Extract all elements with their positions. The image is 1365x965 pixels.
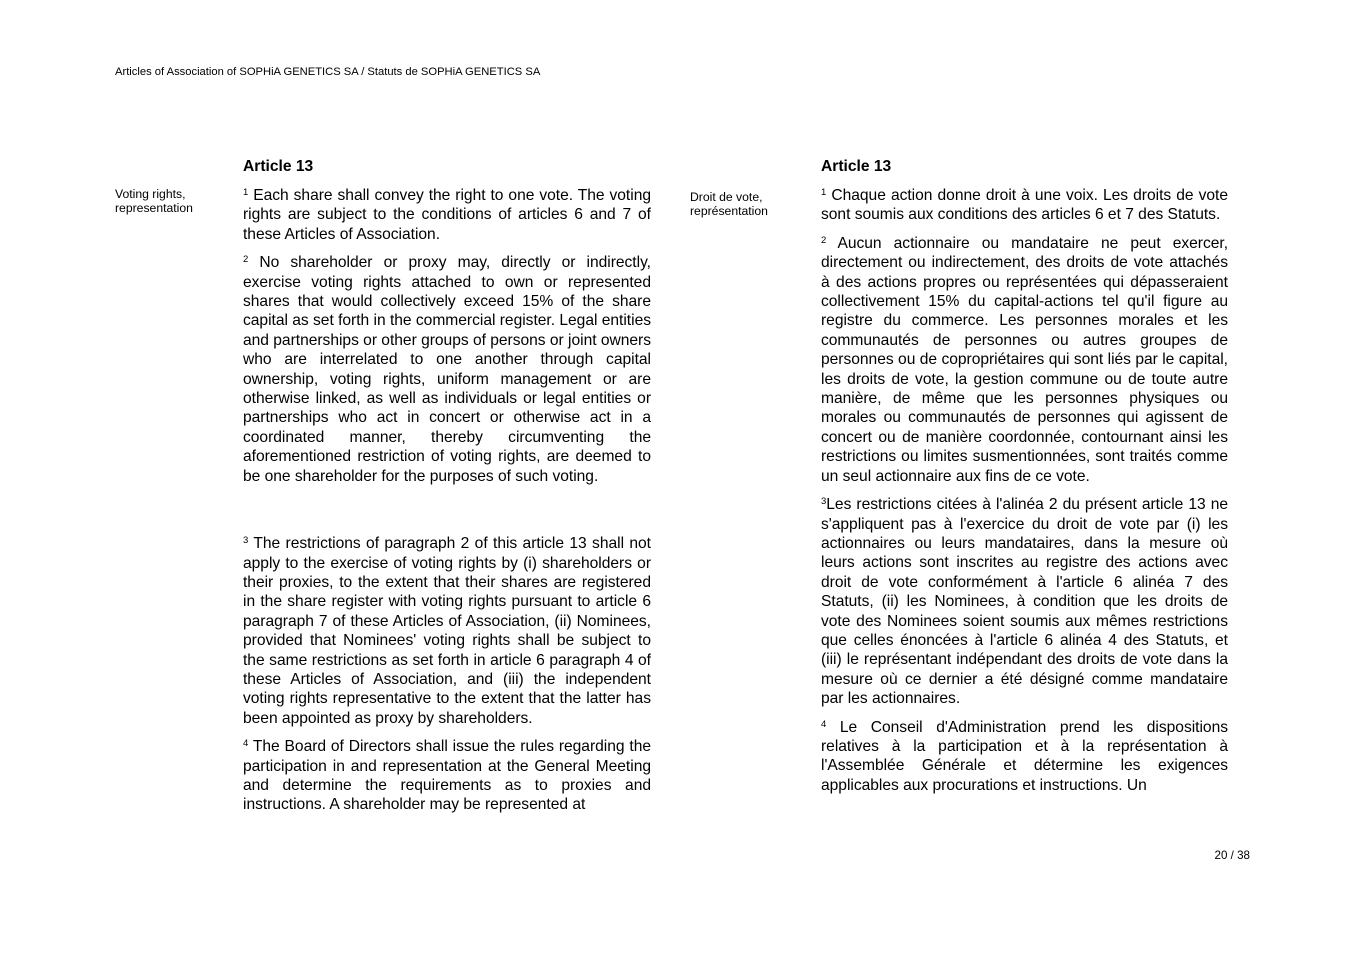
french-column <box>821 157 1228 804</box>
paragraph-number: 3 <box>243 535 249 547</box>
paragraph-text: Le Conseil d'Administration prend les dispositions relatives à la participation et à la représentation à l'Assemblée Générale et détermine les exigences applicables aux procurations et instructions. Un <box>821 718 1228 794</box>
paragraph-number: 2 <box>243 254 249 266</box>
paragraph-text: Les restrictions citées à l'alinéa 2 du présent article 13 ne s'appliquent pas à l'exercice du droit de vote par (i) les actionnaires ou leurs mandataires, dans la mesure où leurs actions sont inscrites au registre des actions avec droit de vote conformément à l'article 6 alinéa 7 des Statuts, (ii) les Nominees, à condition que les droits de vote des Nominees soient soumis aux mêmes restrictions que celles énoncées à l'article 6 alinéa 4 des Statuts, et (iii) le représentant indépendant des droits de vote dans la mesure où ce dernier a été désigné comme mandataire par les actionnaires. <box>821 496 1228 708</box>
paragraph-number: 4 <box>821 718 827 730</box>
paragraph-en-3 <box>243 534 651 728</box>
document-header: Articles of Association of SOPHiA GENETICS SA / Statuts de SOPHiA GENETICS SA <box>115 66 541 78</box>
paragraph-fr-4 <box>821 718 1228 796</box>
margin-label-en: Voting rights, representation <box>115 187 193 215</box>
spacer <box>243 495 651 534</box>
paragraph-number: 2 <box>821 234 827 246</box>
paragraph-text: Aucun actionnaire ou mandataire ne peut exercer, directement ou indirectement, des droits de vote attachés à des actions propres ou représentées qui dépasseraient collectivement 15% du capital-actions tel qu'il figure au registre du commerce. Les personnes morales et les communautés de personnes ou autres groupes de personnes ou de copropriétaires qui sont liés par le capital, les droits de vote, la gestion commune ou de toute autre manière, de même que les personnes physiques ou morales ou communautés de personnes qui agissent de concert ou de manière coordonnée, contournant ainsi les restrictions ou limites susmentionnées, sont traités comme un seul actionnaire aux fins de ce vote. <box>821 234 1229 485</box>
article-heading-en: Article 13 <box>243 158 314 175</box>
paragraph-fr-2 <box>821 234 1228 486</box>
margin-label-fr: Droit de vote, représentation <box>690 190 768 218</box>
paragraph-number: 1 <box>821 187 827 198</box>
paragraph-text: No shareholder or proxy may, directly or indirectly, exercise voting rights attached to own or represented shares that would collectively exceed 15% of the share capital as set forth in the commercial register. Legal entities and partnerships or other groups of persons or joint owners who are interrelated to one another through capital ownership, voting rights, uniform management or are otherwise linked, as well as individuals or legal entities or partnerships who act in concert or otherwise act in a coordinated manner, thereby circumventing the aforementioned restriction of voting rights, are deemed to be one shareholder for the purposes of such voting. <box>243 254 651 485</box>
article-heading-fr: Article 13 <box>821 158 892 175</box>
english-column <box>243 157 651 824</box>
page-number: 20 / 38 <box>1214 849 1250 862</box>
paragraph-text: The restrictions of paragraph 2 of this article 13 shall not apply to the exercise of voting rights by (i) shareholders or their proxies, to the extent that their shares are registered in the share register with voting rights pursuant to article 6 paragraph 7 of these Articles of Association, (ii) Nominees, provided that Nominees' voting rights shall be subject to the same restrictions as set forth in article 6 paragraph 4 of these Articles of Association, and (iii) the independent voting rights representative to the extent that the latter has been appointed as proxy by shareholders. <box>243 535 651 727</box>
paragraph-number: 4 <box>243 738 249 750</box>
paragraph-number: 1 <box>243 187 249 198</box>
paragraph-en-1 <box>243 186 651 244</box>
paragraph-en-4 <box>243 737 651 815</box>
paragraph-en-2 <box>243 253 651 486</box>
paragraph-text: The Board of Directors shall issue the rules regarding the participation in and representation at the General Meeting and determine the requirements as to proxies and instructions. A shareholder may be represented at <box>243 738 652 814</box>
paragraph-fr-1 <box>821 186 1228 225</box>
paragraph-text: Chaque action donne droit à une voix. Les droits de vote sont soumis aux conditions des articles 6 et 7 des Statuts. <box>821 187 1229 224</box>
paragraph-text: Each share shall convey the right to one vote. The voting rights are subject to the conditions of articles 6 and 7 of these Articles of Association. <box>243 187 651 243</box>
paragraph-number: 3 <box>821 496 827 508</box>
paragraph-fr-3 <box>821 495 1228 708</box>
